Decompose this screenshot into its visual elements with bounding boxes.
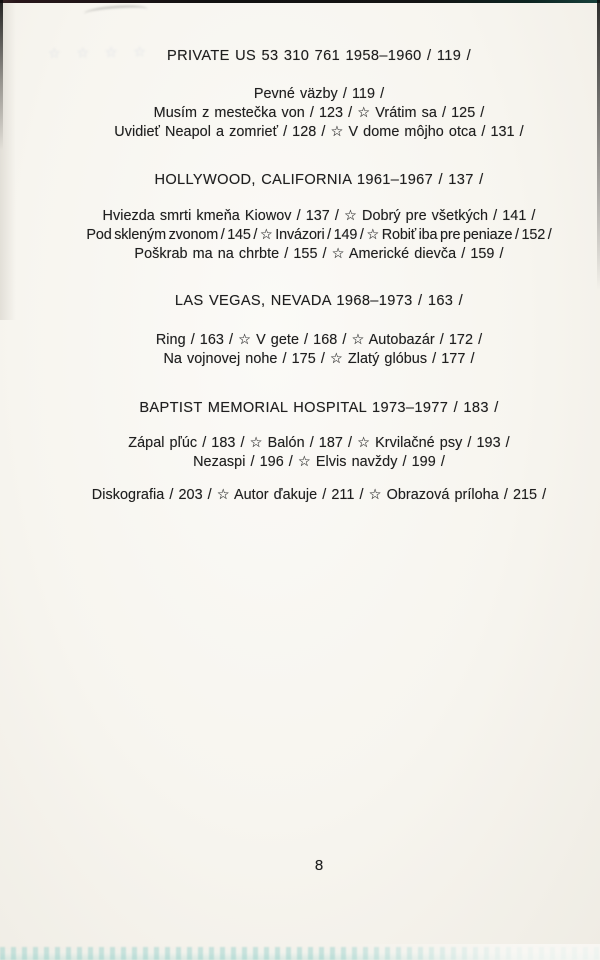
toc-footer-line: Diskografia / 203 / ☆ Autor ďakuje / 211 / ☆ Obrazová príloha / 215 / (91, 487, 547, 503)
section-heading-las-vegas: LAS VEGAS, NEVADA 1968–1973 / 163 / (174, 293, 464, 309)
scan-edge-bottom-fade (330, 944, 600, 960)
section-heading-private-us: PRIVATE US 53 310 761 1958–1960 / 119 / (167, 48, 471, 64)
toc-line: Poškrab ma na chrbte / 155 / ☆ Americké dievča / 159 / (134, 246, 504, 262)
toc-line: Nezaspi / 196 / ☆ Elvis navždy / 199 / (193, 454, 445, 470)
bleedthrough-star-marks: ☆ ☆ ☆ ☆ (47, 43, 152, 62)
toc-line: Pevné väzby / 119 / (253, 86, 385, 102)
toc-line: Musím z mestečka von / 123 / ☆ Vrátim sa / 125 / (153, 105, 485, 121)
toc-line: Pod skleným zvonom / 145 / ☆ Invázori / 149 / ☆ Robiť iba pre peniaze / 152 / (86, 227, 552, 243)
toc-line: Ring / 163 / ☆ V gete / 168 / ☆ Autobazár / 172 / (155, 332, 483, 348)
toc-line: Uvidieť Neapol a zomrieť / 128 / ☆ V dome môjho otca / 131 / (114, 124, 524, 140)
section-heading-hollywood: HOLLYWOOD, CALIFORNIA 1961–1967 / 137 / (154, 172, 484, 188)
toc-line: Na vojnovej nohe / 175 / ☆ Zlatý glóbus / 177 / (163, 351, 475, 367)
section-heading-baptist-hospital: BAPTIST MEMORIAL HOSPITAL 1973–1977 / 183 / (139, 400, 499, 416)
page-number: 8 (314, 857, 324, 874)
toc-line: Hviezda smrti kmeňa Kiowov / 137 / ☆ Dobrý pre všetkých / 141 / (102, 208, 536, 224)
toc-line: Zápal pľúc / 183 / ☆ Balón / 187 / ☆ Krvilačné psy / 193 / (128, 435, 510, 451)
